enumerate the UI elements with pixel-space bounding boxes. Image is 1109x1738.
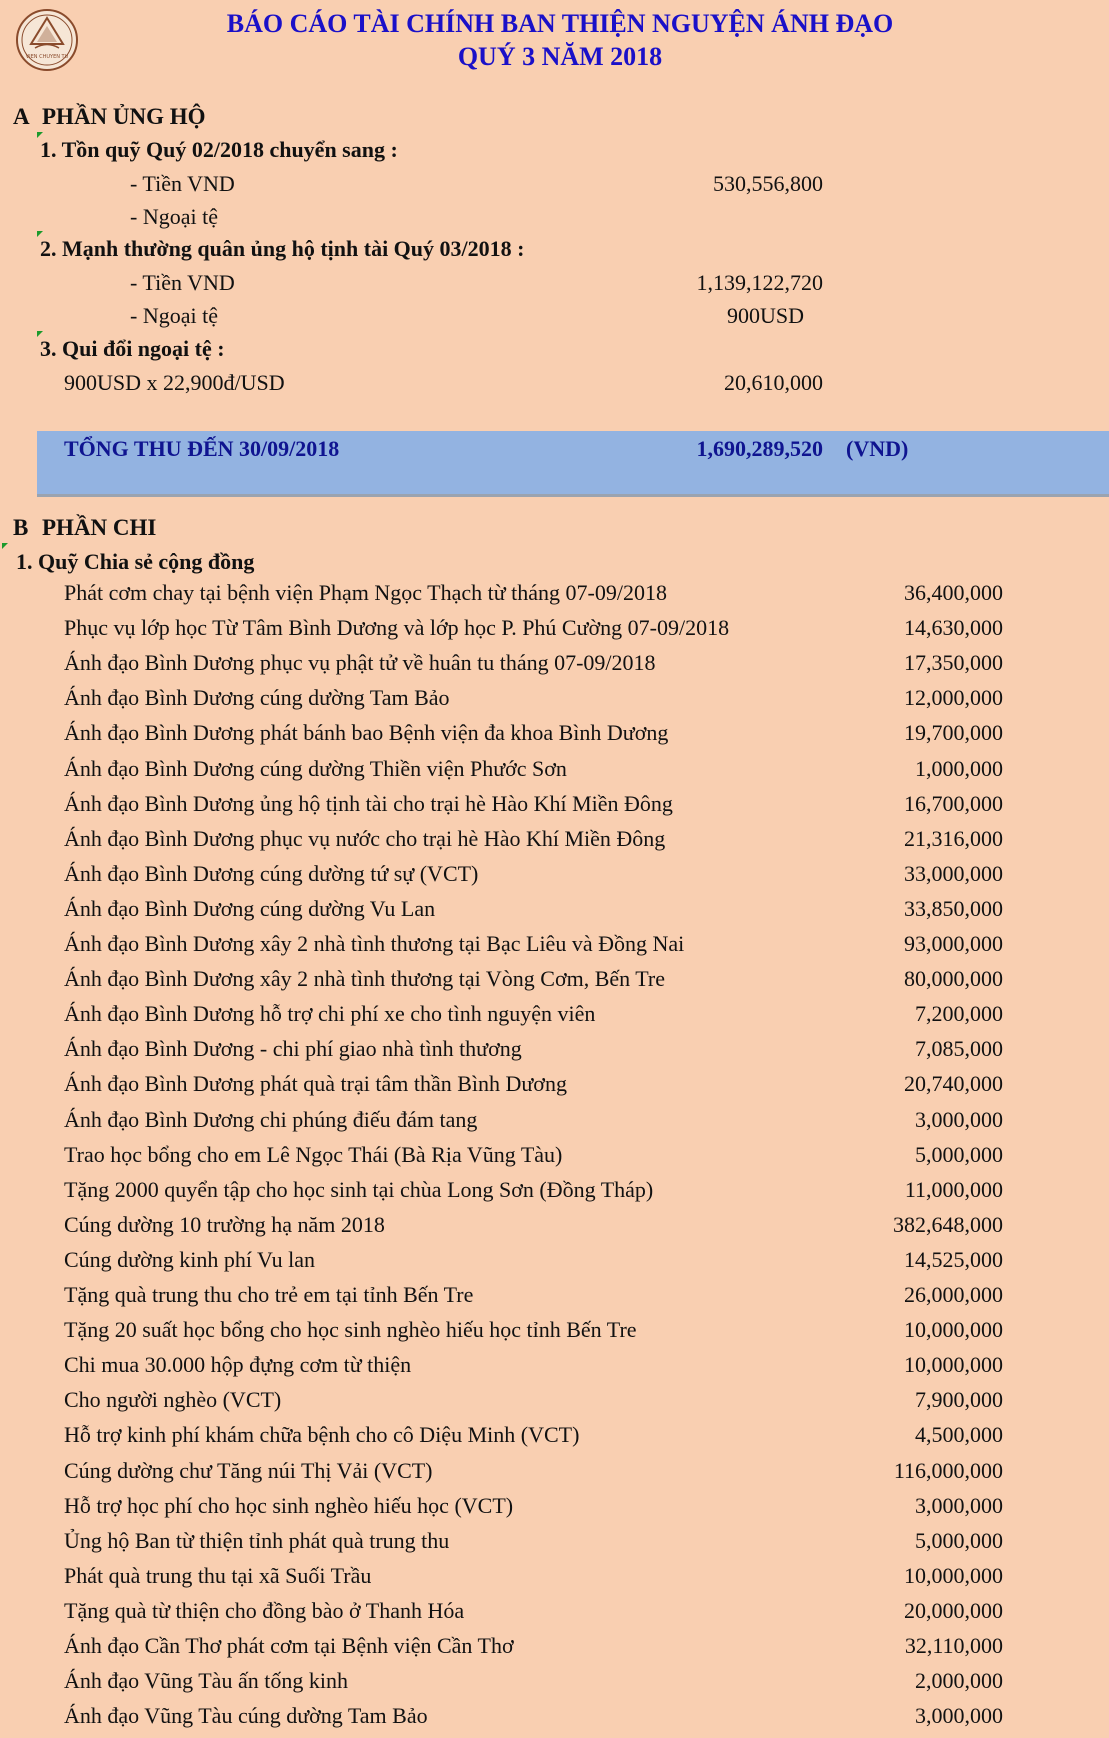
- expense-amount: 10,000,000: [904, 1317, 1003, 1343]
- section-a-letter: A: [13, 104, 30, 129]
- expense-label: Ánh đạo Bình Dương ủng hộ tịnh tài cho trại hè Hào Khí Miền Đông: [64, 790, 673, 816]
- expense-label: Phát quà trung thu tại xã Suối Trầu: [64, 1562, 372, 1588]
- section-a-title: PHẦN ỦNG HỘ: [42, 104, 206, 129]
- total-income-label: TỔNG THU ĐẾN 30/09/2018: [64, 436, 340, 461]
- expense-label: Cúng dường chư Tăng núi Thị Vải (VCT): [64, 1457, 433, 1483]
- expense-label: Cúng dường 10 trường hạ năm 2018: [64, 1211, 385, 1237]
- expense-row: [0, 1563, 1109, 1598]
- logo-text: VIEN CHUYEN TU: [25, 54, 69, 60]
- section-b-title: PHẦN CHI: [42, 515, 157, 540]
- expense-amount: 3,000,000: [915, 1703, 1003, 1729]
- expense-amount: 20,740,000: [904, 1071, 1003, 1097]
- expense-row: [0, 650, 1109, 685]
- expense-amount: 2,000,000: [915, 1668, 1003, 1694]
- expense-label: Cúng dường kinh phí Vu lan: [64, 1246, 316, 1272]
- expense-row: [0, 1668, 1109, 1703]
- expense-label: Tặng 20 suất học bổng cho học sinh nghèo hiếu học tỉnh Bến Tre: [64, 1317, 637, 1343]
- expense-label: Tặng quà từ thiện cho đồng bào ở Thanh Hóa: [64, 1597, 465, 1623]
- expense-label: Ánh đạo Bình Dương phát quà trại tâm thần Bình Dương: [64, 1071, 567, 1097]
- expense-row: [0, 756, 1109, 791]
- expense-amount: 32,110,000: [904, 1633, 1003, 1658]
- expense-row: [0, 615, 1109, 650]
- expense-label: Hỗ trợ kinh phí khám chữa bệnh cho cô Diệu Minh (VCT): [64, 1422, 580, 1448]
- expense-label: Ánh đạo Cần Thơ phát cơm tại Bệnh viện Cần Thơ: [64, 1633, 514, 1658]
- expense-row: [0, 1001, 1109, 1036]
- expense-row: [0, 1107, 1109, 1142]
- expense-label: Ánh đạo Bình Dương phát bánh bao Bệnh viện đa khoa Bình Dương: [64, 720, 669, 746]
- item1-vnd-value: 530,556,800: [713, 171, 823, 196]
- expense-label: Chi mua 30.000 hộp đựng cơm từ thiện: [64, 1352, 412, 1378]
- expense-amount: 21,316,000: [904, 825, 1003, 851]
- expense-amount: 36,400,000: [904, 580, 1003, 605]
- expense-label: Ánh đạo Bình Dương xây 2 nhà tình thương tại Vòng Cơm, Bến Tre: [64, 966, 666, 992]
- expense-amount: 93,000,000: [904, 931, 1003, 956]
- fund-title: 1. Quỹ Chia sẻ cộng đồng: [16, 549, 255, 574]
- expense-row: [0, 931, 1109, 966]
- expense-row: [0, 685, 1109, 720]
- expense-row: [0, 1422, 1109, 1457]
- expense-row: [0, 1633, 1109, 1668]
- organization-logo: [15, 8, 79, 72]
- expense-amount: 80,000,000: [904, 966, 1003, 992]
- expense-row: [0, 1352, 1109, 1387]
- expense-amount: 14,525,000: [904, 1246, 1003, 1272]
- expense-amount: 11,000,000: [904, 1176, 1003, 1202]
- expense-label: Trao học bổng cho em Lê Ngọc Thái (Bà Rịa Vũng Tàu): [64, 1141, 563, 1167]
- expense-label: Ánh đạo Vũng Tàu cúng dường Tam Bảo: [64, 1703, 428, 1729]
- expense-label: Ủng hộ Ban từ thiện tỉnh phát quà trung thu: [64, 1527, 450, 1553]
- item3-conversion-label: 900USD x 22,900đ/USD: [64, 370, 285, 395]
- expense-row: [0, 791, 1109, 826]
- expense-amount: 7,200,000: [915, 1001, 1003, 1027]
- expense-row: [0, 1282, 1109, 1317]
- expense-label: Hỗ trợ học phí cho học sinh nghèo hiếu học (VCT): [64, 1492, 514, 1518]
- expense-amount: 5,000,000: [915, 1527, 1003, 1553]
- expense-amount: 33,850,000: [904, 895, 1003, 921]
- expense-amount: 4,500,000: [915, 1422, 1003, 1448]
- report-title: BÁO CÁO TÀI CHÍNH BAN THIỆN NGUYỆN ÁNH ĐẠO: [226, 9, 894, 38]
- expense-label: Ánh đạo Bình Dương phục vụ phật tử về huân tu tháng 07-09/2018: [64, 650, 656, 676]
- expense-row: [0, 896, 1109, 931]
- expense-amount: 20,000,000: [904, 1597, 1003, 1623]
- expense-amount: 33,000,000: [904, 860, 1003, 886]
- expense-label: Ánh đạo Bình Dương phục vụ nước cho trại hè Hào Khí Miền Đông: [64, 825, 666, 851]
- expense-label: Ánh đạo Bình Dương - chi phí giao nhà tình thương: [64, 1036, 522, 1062]
- expense-row: [0, 966, 1109, 1001]
- item2-fx-value: 900USD: [726, 303, 804, 328]
- expense-label: Tặng 2000 quyển tập cho học sinh tại chùa Long Sơn (Đồng Tháp): [64, 1176, 654, 1202]
- expense-row: [0, 1493, 1109, 1528]
- expense-row: [0, 861, 1109, 896]
- expense-row: [0, 826, 1109, 861]
- expense-amount: 19,700,000: [904, 720, 1003, 746]
- expense-label: Ánh đạo Bình Dương cúng dường Vu Lan: [64, 895, 436, 921]
- expense-amount: 382,648,000: [893, 1211, 1003, 1237]
- expense-amount: 10,000,000: [904, 1562, 1003, 1588]
- item3-title: 3. Qui đổi ngoại tệ :: [40, 336, 225, 361]
- item1-fx-label: - Ngoại tệ: [130, 204, 218, 229]
- expense-amount: 17,350,000: [904, 650, 1003, 676]
- section-b-letter: B: [13, 515, 29, 540]
- item3-conversion-value: 20,610,000: [724, 370, 823, 395]
- total-income-value: 1,690,289,520: [696, 436, 823, 461]
- item2-vnd-label: - Tiền VND: [130, 270, 235, 295]
- report-subtitle: QUÝ 3 NĂM 2018: [457, 42, 663, 71]
- item2-title: 2. Mạnh thường quân ủng hộ tịnh tài Quý 03/2018 :: [40, 236, 525, 261]
- expense-amount: 7,900,000: [915, 1387, 1003, 1413]
- expense-label: Ánh đạo Bình Dương hỗ trợ chi phí xe cho tình nguyện viên: [64, 1001, 596, 1027]
- expense-label: Phục vụ lớp học Từ Tâm Bình Dương và lớp học P. Phú Cường 07-09/2018: [64, 615, 730, 641]
- expense-row: [0, 1177, 1109, 1212]
- cell-comment-marker: [2, 543, 8, 549]
- expense-row: [0, 720, 1109, 755]
- expense-row: [0, 1212, 1109, 1247]
- expense-row: [0, 1528, 1109, 1563]
- expense-amount: 5,000,000: [915, 1141, 1003, 1167]
- expense-amount: 14,630,000: [904, 615, 1003, 641]
- expense-label: Phát cơm chay tại bệnh viện Phạm Ngọc Thạch từ tháng 07-09/2018: [64, 580, 667, 605]
- expense-row: [0, 1247, 1109, 1282]
- expense-amount: 26,000,000: [904, 1282, 1003, 1307]
- item2-fx-label: - Ngoại tệ: [130, 303, 218, 328]
- expense-label: Ánh đạo Vũng Tàu ấn tống kinh: [64, 1668, 348, 1694]
- expense-label: Ánh đạo Bình Dương xây 2 nhà tình thương tại Bạc Liêu và Đồng Nai: [64, 931, 685, 956]
- expense-row: [0, 1703, 1109, 1738]
- expense-amount: 116,000,000: [893, 1457, 1003, 1483]
- expense-row: [0, 1598, 1109, 1633]
- expense-row: [0, 1317, 1109, 1352]
- expense-label: Ánh đạo Bình Dương cúng dường tứ sự (VCT): [64, 860, 479, 886]
- expense-amount: 10,000,000: [904, 1352, 1003, 1378]
- expense-row: [0, 1071, 1109, 1106]
- expense-row: [0, 1036, 1109, 1071]
- expense-label: Ánh đạo Bình Dương cúng dường Thiền viện Phước Sơn: [64, 755, 567, 781]
- item1-title: 1. Tồn quỹ Quý 02/2018 chuyển sang :: [40, 137, 398, 162]
- expense-label: Ánh đạo Bình Dương chi phúng điếu đám tang: [64, 1106, 478, 1132]
- expense-amount: 3,000,000: [915, 1106, 1003, 1132]
- expense-amount: 7,085,000: [915, 1036, 1003, 1062]
- expense-label: Cho người nghèo (VCT): [64, 1387, 282, 1413]
- expense-row: [0, 1142, 1109, 1177]
- item2-vnd-value: 1,139,122,720: [696, 270, 823, 295]
- expense-row: [0, 1387, 1109, 1422]
- total-income-unit: (VND): [846, 436, 909, 461]
- expense-label: Ánh đạo Bình Dương cúng dường Tam Bảo: [64, 685, 450, 711]
- expense-row: [0, 1458, 1109, 1493]
- expense-amount: 3,000,000: [915, 1492, 1003, 1518]
- item1-vnd-label: - Tiền VND: [130, 171, 235, 196]
- expense-amount: 12,000,000: [904, 685, 1003, 711]
- expense-amount: 16,700,000: [904, 790, 1003, 816]
- expense-label: Tặng quà trung thu cho trẻ em tại tỉnh Bến Tre: [64, 1282, 474, 1307]
- expense-amount: 1,000,000: [915, 755, 1003, 781]
- expense-row: [0, 580, 1109, 615]
